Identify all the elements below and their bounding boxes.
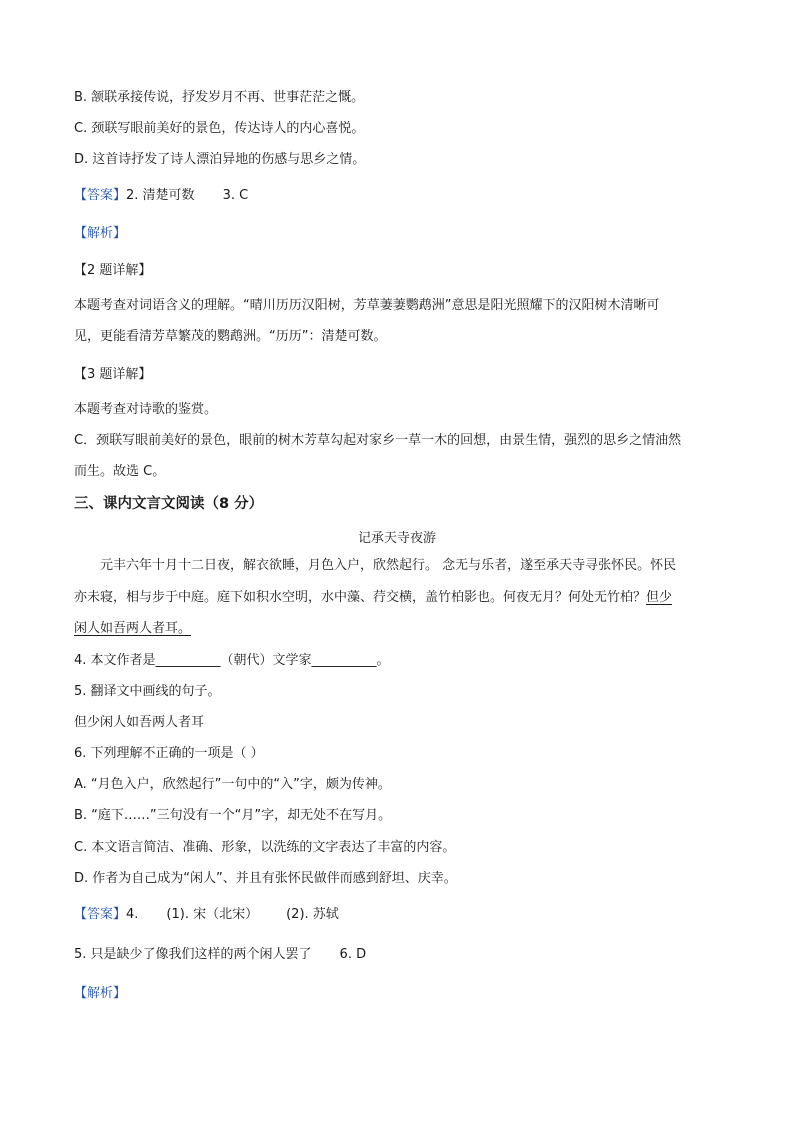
option-6c: C. 本文语言简洁、准确、形象，以洗练的文字表达了丰富的内容。 xyxy=(74,840,456,855)
option-6a: A. “月色入户，欣然起行”一句中的“入”字，颇为传神。 xyxy=(74,777,391,792)
answer-4-1: (1). 宋（北宋） xyxy=(166,907,259,922)
answer-3: 3. C xyxy=(222,188,249,203)
detail-3-line-1: 本题考查对诗歌的鉴赏。 xyxy=(74,402,218,417)
answer-4-2: (2). 苏轼 xyxy=(286,907,339,922)
passage-line-2 xyxy=(74,588,672,608)
answer-2: 2. 清楚可数 xyxy=(126,188,195,203)
option-d: D. 这首诗抒发了诗人漂泊异地的伤感与思乡之情。 xyxy=(74,152,366,167)
detail-2-line-1: 本题考查对词语含义的理解。“晴川历历汉阳树，芳草萋萋鹦鹉洲”意思是阳光照耀下的汉阳树木清晰可 xyxy=(74,298,660,313)
option-c: C. 颈联写眼前美好的景色，传达诗人的内心喜悦。 xyxy=(74,121,365,136)
answer-tag-2: 【答案】 xyxy=(74,907,127,922)
passage-line-2-text: 亦未寝，相与步于中庭。庭下如积水空明，水中藻、荇交横，盖竹柏影也。何夜无月？何处无竹柏？ xyxy=(74,590,647,605)
option-6d: D. 作者为自己成为“闲人”、并且有张怀民做伴而感到舒坦、庆幸。 xyxy=(74,871,457,886)
detail-2-line-2: 见，更能看清芳草繁茂的鹦鹉洲。“历历”：清楚可数。 xyxy=(74,329,387,344)
detail-3-line-2: C．颈联写眼前美好的景色，眼前的树木芳草勾起对家乡一草一木的回想，由景生情，强烈的思乡之情油然 xyxy=(74,433,682,448)
underlined-sentence-start: 但少 xyxy=(646,590,673,605)
passage-line-1: 元丰六年十月十二日夜，解衣欲睡，月色入户，欣然起行。 念无与乐者，遂至承天寺寻张怀民。怀民 xyxy=(100,558,677,573)
question-6: 6. 下列理解不正确的一项是（ ） xyxy=(74,746,264,761)
answer-5: 5. 只是缺少了像我们这样的两个闲人罢了 xyxy=(74,947,312,962)
section-heading: 三、课内文言文阅读（8 分） xyxy=(74,496,264,512)
option-6b: B. “庭下……”三句没有一个“月”字，却无处不在写月。 xyxy=(74,808,392,823)
underlined-sentence-end: 闲人如吾两人者耳。 xyxy=(74,621,192,636)
answer-line-1 xyxy=(74,186,248,206)
answer-4-num: 4. xyxy=(126,907,139,922)
passage-title: 记承天寺夜游 xyxy=(357,531,436,546)
detail-3-heading: 【3 题详解】 xyxy=(74,367,152,382)
answer-tag: 【答案】 xyxy=(74,188,127,203)
analysis-tag: 【解析】 xyxy=(74,226,127,241)
answer-6: 6. D xyxy=(339,947,367,962)
option-b: B. 颔联承接传说，抒发岁月不再、世事茫茫之慨。 xyxy=(74,90,365,105)
detail-2-heading: 【2 题详解】 xyxy=(74,263,152,278)
answer-line-3 xyxy=(74,945,366,965)
detail-3-line-3: 而生。故选 C。 xyxy=(74,464,166,479)
question-5-sentence: 但少闲人如吾两人者耳 xyxy=(74,715,205,730)
question-4: 4. 本文作者是__________（朝代）文学家__________。 xyxy=(74,653,390,668)
question-5: 5. 翻译文中画线的句子。 xyxy=(74,684,221,699)
answer-line-2 xyxy=(74,905,339,925)
analysis-tag-2: 【解析】 xyxy=(74,986,127,1001)
